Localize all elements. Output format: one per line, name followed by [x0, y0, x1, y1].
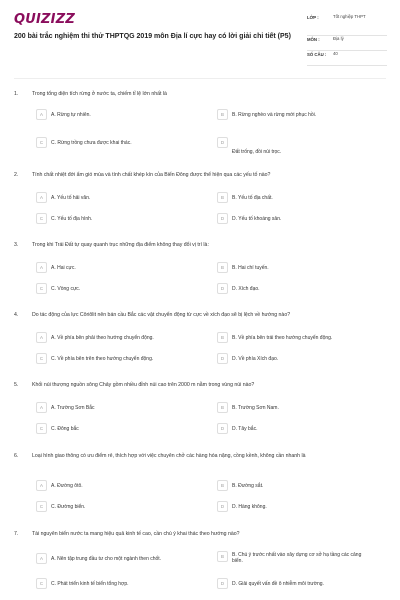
option-letter-box: C: [36, 578, 47, 589]
question-number: 7.: [14, 531, 19, 537]
option-letter-box: B: [217, 192, 228, 203]
question-text: Khối núi thượng nguồn sông Chảy gồm nhiều đỉnh núi cao trên 2000 m nằm trong vùng núi nào?: [32, 382, 255, 388]
option-a[interactable]: [36, 480, 187, 493]
meta-value: 40: [333, 51, 338, 56]
option-a[interactable]: [36, 109, 187, 122]
meta-value: Tốt nghiệp THPT: [333, 14, 366, 19]
question-number: 6.: [14, 453, 19, 459]
option-letter-box: D: [217, 137, 228, 148]
option-letter-box: D: [217, 283, 228, 294]
option-text: A. Về phía bên phải theo hướng chuyển động.: [51, 334, 154, 341]
option-letter-box: C: [36, 501, 47, 512]
option-letter-box: D: [217, 578, 228, 589]
option-text: D. Xích đạo.: [232, 285, 260, 292]
option-c[interactable]: [36, 353, 187, 366]
option-letter-box: C: [36, 353, 47, 364]
option-letter-box: A: [36, 262, 47, 273]
option-letter-box: D: [217, 213, 228, 224]
divider: [14, 78, 386, 79]
option-text: D. Giải quyết vấn đề ô nhiễm môi trường.: [232, 580, 324, 587]
option-letter-box: B: [217, 551, 228, 562]
option-c[interactable]: [36, 501, 187, 514]
meta-row-count: [307, 51, 387, 66]
meta-label: SỐ CÂU :: [307, 52, 327, 57]
option-d[interactable]: [217, 578, 368, 591]
option-b[interactable]: [217, 332, 368, 345]
option-text: B. Chú ý trước nhất vào xây dựng cơ sở hạ tầng các cảng biển.: [232, 552, 362, 565]
option-a[interactable]: [36, 192, 187, 205]
option-c[interactable]: [36, 578, 187, 591]
option-text: B. Rừng nghèo và rừng mới phục hồi.: [232, 111, 317, 118]
option-b[interactable]: [217, 480, 368, 493]
option-text: B. Hai chí tuyến.: [232, 264, 269, 271]
option-letter-box: A: [36, 192, 47, 203]
option-text: A. Rừng tự nhiên.: [51, 111, 91, 118]
question-number: 1.: [14, 91, 19, 97]
option-text: A. Đường ôtô.: [51, 482, 83, 489]
question-text: Trong tổng diện tích rừng ở nước ta, chiếm tỉ lệ lớn nhất là: [32, 91, 167, 97]
option-text: C. Yếu tố địa hình.: [51, 215, 93, 222]
option-d[interactable]: [217, 501, 368, 514]
option-text: A. Trường Sơn Bắc: [51, 404, 95, 411]
option-text: C. Đường biển.: [51, 503, 86, 510]
option-a[interactable]: [36, 262, 187, 275]
question-number: 4.: [14, 312, 19, 318]
option-letter-box: D: [217, 353, 228, 364]
option-text: C. Đông bắc: [51, 425, 79, 432]
option-text: C. Về phía bên trên theo hướng chuyển động.: [51, 355, 154, 362]
option-a[interactable]: [36, 402, 187, 415]
question-number: 3.: [14, 242, 19, 248]
option-c[interactable]: [36, 213, 187, 226]
meta-label: LỚP :: [307, 15, 319, 20]
option-c[interactable]: [36, 423, 187, 436]
meta-row-grade: [307, 14, 387, 36]
option-text: C. Vòng cực.: [51, 285, 81, 292]
option-letter-box: B: [217, 332, 228, 343]
question-number: 2.: [14, 172, 19, 178]
option-letter-box: B: [217, 262, 228, 273]
option-d[interactable]: [217, 353, 368, 366]
option-letter-box: A: [36, 109, 47, 120]
option-letter-box: D: [217, 423, 228, 434]
option-d[interactable]: [217, 283, 368, 296]
option-a[interactable]: [36, 553, 187, 566]
option-letter-box: A: [36, 480, 47, 491]
question-number: 5.: [14, 382, 19, 388]
option-text: A. Nên tập trung đầu tư cho một ngành then chốt.: [51, 555, 162, 562]
quizizz-logo: QUIZIZZ: [14, 12, 75, 27]
option-text: C. Rừng trồng chưa được khai thác.: [51, 139, 132, 146]
option-text: D. Về phía Xích đạo.: [232, 355, 279, 362]
option-text: Đất trống, đồi núi trọc.: [232, 149, 282, 155]
option-text: A. Yếu tố hải văn.: [51, 194, 91, 201]
page-title: 200 bài trắc nghiệm thi thử THPTQG 2019 môn Địa lí cực hay có lời giải chi tiết (P5): [14, 33, 291, 40]
meta-value: Địa lý: [333, 36, 344, 41]
option-text: D. Yếu tố khoáng sản.: [232, 215, 282, 222]
option-letter-box: B: [217, 402, 228, 413]
option-c[interactable]: [36, 137, 187, 150]
worksheet-header: [0, 0, 400, 76]
option-b[interactable]: [217, 402, 368, 415]
option-letter-box: A: [36, 332, 47, 343]
option-d[interactable]: [217, 137, 368, 155]
option-text: D. Tây bắc.: [232, 425, 258, 432]
meta-row-subject: [307, 36, 387, 51]
question-text: Tính chất nhiệt đới ẩm gió mùa và tính chất khép kín của Biển Đông được thể hiện qua các yếu tố nào?: [32, 172, 271, 178]
option-letter-box: C: [36, 137, 47, 148]
option-letter-box: D: [217, 501, 228, 512]
option-c[interactable]: [36, 283, 187, 296]
option-text: C. Phát triển kinh tế biển tổng hợp.: [51, 580, 129, 587]
question-text: Trong khi Trái Đất tự quay quanh trục những địa điểm không thay đổi vị trí là:: [32, 242, 209, 248]
option-a[interactable]: [36, 332, 187, 345]
option-text: D. Hàng không.: [232, 503, 267, 510]
option-letter-box: C: [36, 283, 47, 294]
option-d[interactable]: [217, 423, 368, 436]
option-b[interactable]: [217, 262, 368, 275]
question-text: Tài nguyên biển nước ta mang hiệu quả kinh tế cao, cần chú ý khai thác theo hướng nào?: [32, 531, 240, 537]
option-letter-box: A: [36, 402, 47, 413]
question-text: Loại hình giao thông có ưu điểm rẻ, thích hợp với việc chuyên chở các hàng hóa nặng, cồng kềnh, không cần nhanh là: [32, 453, 306, 459]
meta-label: MÔN :: [307, 37, 320, 42]
option-b[interactable]: [217, 551, 368, 564]
option-text: B. Về phía bên trái theo hướng chuyển động.: [232, 334, 333, 341]
option-letter-box: A: [36, 553, 47, 564]
option-d[interactable]: [217, 213, 368, 226]
option-text: B. Yếu tố địa chất.: [232, 194, 273, 201]
option-b[interactable]: [217, 109, 368, 122]
question-text: Do tác động của lực Côriôlit nên bán cầu Bắc các vật chuyển động từ cực về xích đạo sẽ bị lệch về hướng nào?: [32, 312, 291, 318]
option-letter-box: C: [36, 213, 47, 224]
option-text: B. Trường Sơn Nam.: [232, 404, 279, 411]
option-letter-box: B: [217, 109, 228, 120]
worksheet-meta: [307, 14, 387, 66]
option-text: A. Hai cực.: [51, 264, 76, 271]
option-letter-box: B: [217, 480, 228, 491]
option-b[interactable]: [217, 192, 368, 205]
option-text: B. Đường sắt.: [232, 482, 264, 489]
option-letter-box: C: [36, 423, 47, 434]
